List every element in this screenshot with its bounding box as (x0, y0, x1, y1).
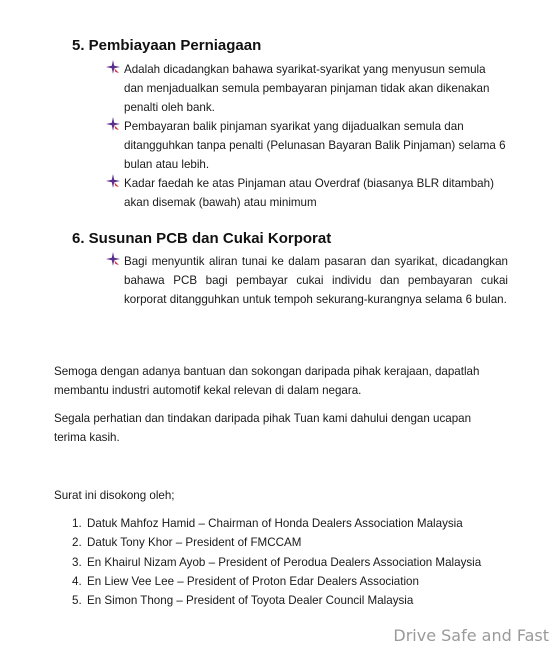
bullet-text: Kadar faedah ke atas Pinjaman atau Overdraf (biasanya BLR ditambah) akan disemak (bawah) atau minimum (124, 177, 494, 209)
four-point-star-arrow-icon (106, 60, 120, 74)
supporters-list (54, 514, 524, 610)
bullet-item (106, 117, 508, 174)
closing-paragraph-2: Segala perhatian dan tindakan daripada pihak Tuan kami dahului dengan ucapan terima kasih. (54, 412, 472, 444)
list-item: 1. Datuk Mahfoz Hamid – Chairman of Honda Dealers Association Malaysia (72, 517, 463, 530)
bullet-text: Bagi menyuntik aliran tunai ke dalam pasaran dan syarikat, dicadangkan bahawa PCB bagi pembayar cukai individu dan pembayaran cukai korporat ditangguhkan untuk tempoh sekurang-kurangnya selama 6 bulan. (124, 255, 508, 306)
list-item: 3. En Khairul Nizam Ayob – President of Perodua Dealers Association Malaysia (72, 555, 482, 569)
four-point-star-arrow-icon (106, 117, 120, 131)
four-point-star-arrow-icon (106, 174, 120, 188)
list-item: 4. En Liew Vee Lee – President of Proton Edar Dealers Association (72, 574, 419, 588)
bullet-item (106, 252, 508, 309)
list-item: 2. Datuk Tony Khor – President of FMCCAM (72, 536, 302, 550)
closing-paragraph-1: Semoga dengan adanya bantuan dan sokongan daripada pihak kerajaan, dapatlah membantu industri automotif kekal relevan di dalam negara. (54, 365, 480, 397)
four-point-star-arrow-icon (106, 252, 120, 266)
bullet-text: Adalah dicadangkan bahawa syarikat-syarikat yang menyusun semula dan menjadualkan semula pembayaran pinjaman tidak akan dikenakan penalti oleh bank. (124, 63, 490, 114)
list-item: 5. En Simon Thong – President of Toyota Dealer Council Malaysia (72, 594, 414, 608)
section-6-bullets (106, 252, 508, 309)
bullet-item (106, 60, 508, 117)
bullet-text: Pembayaran balik pinjaman syarikat yang dijadualkan semula dan ditangguhkan tanpa penalti (Pelunasan Bayaran Balik Pinjaman) selama 6 bulan atau lebih. (124, 120, 506, 171)
section-6-heading: 6. Susunan PCB dan Cukai Korporat (72, 230, 332, 247)
watermark: Drive Safe and Fast (393, 626, 549, 645)
section-5-heading: 5. Pembiayaan Perniagaan (72, 37, 262, 54)
section-5-bullets (106, 60, 508, 212)
supported-by-label: Surat ini disokong oleh; (54, 489, 175, 502)
bullet-item (106, 174, 508, 212)
